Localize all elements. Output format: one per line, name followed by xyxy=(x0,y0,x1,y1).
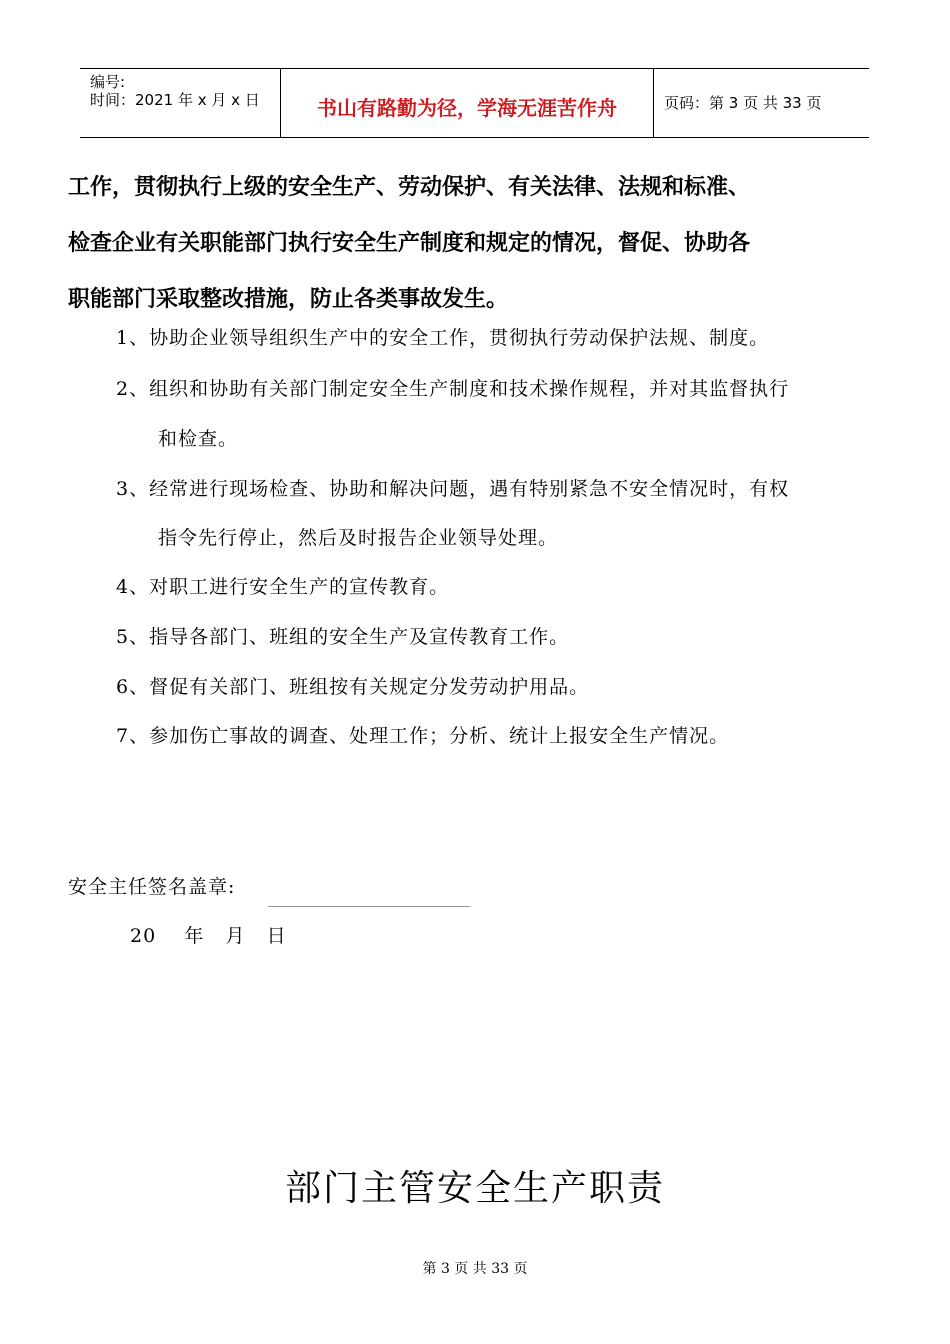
intro-paragraph xyxy=(68,160,888,328)
signature-label: 安全主任签名盖章: xyxy=(68,876,236,898)
list-item: 1、协助企业领导组织生产中的安全工作，贯彻执行劳动保护法规、制度。 xyxy=(116,327,770,349)
page-footer: 第 3 页 共 33 页 xyxy=(422,1261,528,1277)
list-item: 6、督促有关部门、班组按有关规定分发劳动护用品。 xyxy=(116,676,590,698)
list-item-continuation: 指令先行停止，然后及时报告企业领导处理。 xyxy=(158,527,559,549)
header-motto: 书山有路勤为径，学海无涯苦作舟 xyxy=(317,96,617,120)
intro-line: 检查企业有关职能部门执行安全生产制度和规定的情况，督促、协助各 xyxy=(68,231,751,256)
header-motto-cell xyxy=(281,69,654,137)
header-meta-cell xyxy=(80,69,281,137)
signature-line xyxy=(268,906,470,907)
header-page-info: 页码：第 3 页 共 33 页 xyxy=(664,94,822,112)
section-title: 部门主管安全生产职责 xyxy=(284,1168,665,1209)
signature-date: 20 年 月 日 xyxy=(130,925,287,947)
intro-line: 职能部门采取整改措施，防止各类事故发生。 xyxy=(68,287,509,312)
page-header xyxy=(80,68,869,138)
doc-time-label: 时间：2021 年 x 月 x 日 xyxy=(90,91,260,109)
list-item: 7、参加伤亡事故的调查、处理工作；分析、统计上报安全生产情况。 xyxy=(116,725,730,747)
list-item-continuation: 和检查。 xyxy=(158,428,239,450)
list-item: 4、对职工进行安全生产的宣传教育。 xyxy=(116,576,450,598)
doc-code-label: 编号: xyxy=(90,73,126,91)
list-item: 2、组织和协助有关部门制定安全生产制度和技术操作规程，并对其监督执行 xyxy=(116,378,790,400)
list-item: 3、经常进行现场检查、协助和解决问题，遇有特别紧急不安全情况时，有权 xyxy=(116,478,790,500)
intro-line: 工作，贯彻执行上级的安全生产、劳动保护、有关法律、法规和标准、 xyxy=(68,175,751,200)
header-page-cell xyxy=(654,69,869,137)
list-item: 5、指导各部门、班组的安全生产及宣传教育工作。 xyxy=(116,626,570,648)
